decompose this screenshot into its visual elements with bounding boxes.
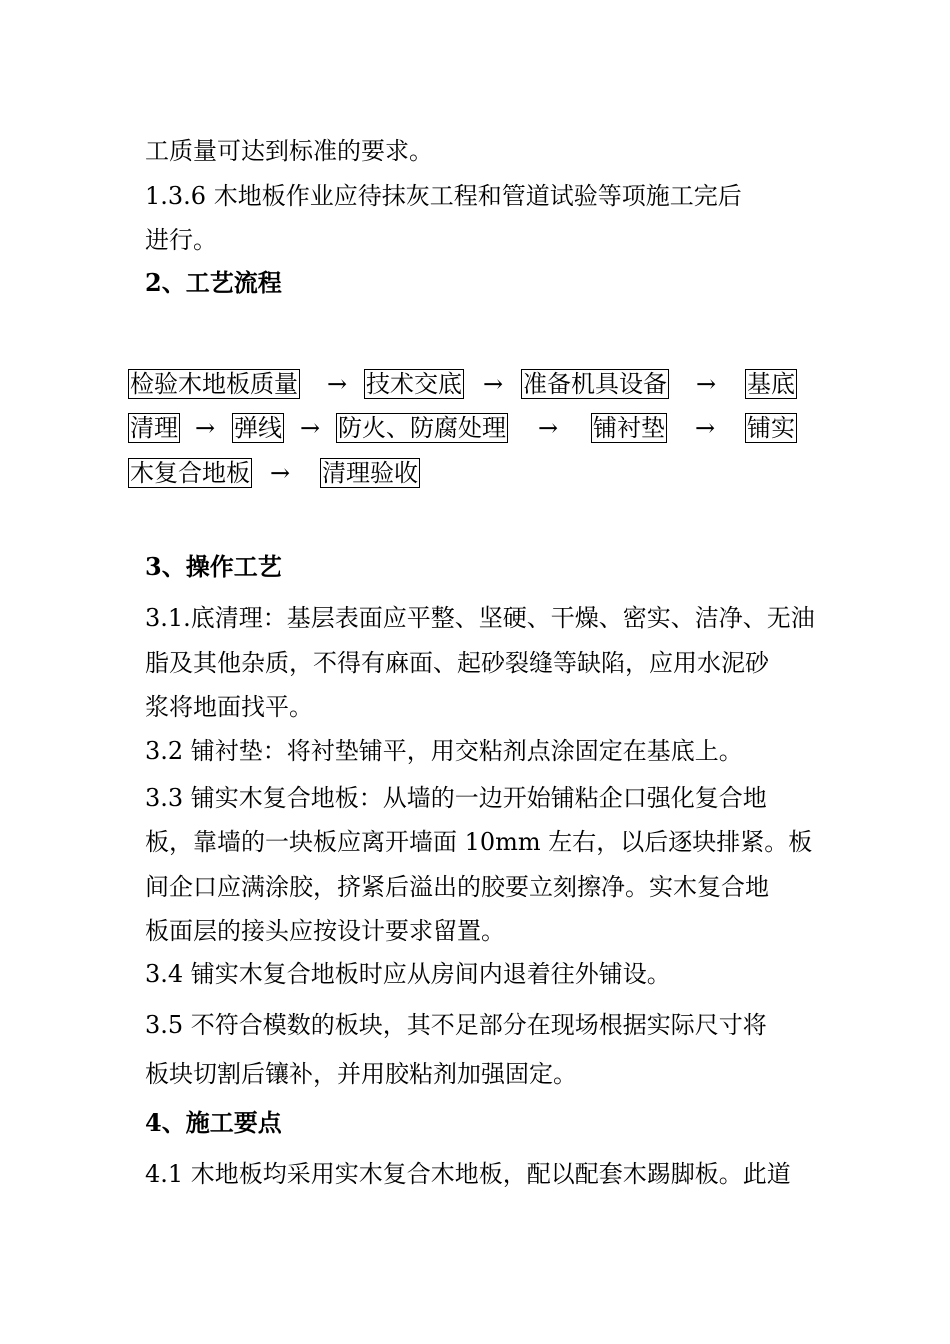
paragraph-line: 板，靠墙的一块板应离开墙面 10mm 左右，以后逐块排紧。板 [145,828,813,856]
paragraph-line: 间企口应满涂胶，挤紧后溢出的胶要立刻擦净。实木复合地 [145,873,769,901]
flow-arrow: → [195,414,216,442]
paragraph-line: 3.3 铺实木复合地板：从墙的一边开始铺粘企口强化复合地 [145,784,767,812]
process-flow-row-2 [128,413,800,445]
flow-step-fire-rot-proofing: 防火、防腐处理 [338,414,506,442]
section-heading-process-flow: 2、工艺流程 [145,268,282,297]
paragraph-line: 3.5 不符合模数的板块，其不足部分在现场根据实际尺寸将 [145,1011,767,1039]
flow-step-inspect-quality: 检验木地板质量 [130,370,298,398]
flow-arrow: → [270,459,291,487]
flow-arrow: → [538,414,559,442]
flow-step-lay-floor-cont: 木复合地板 [130,459,250,487]
flow-step-lay-underlay: 铺衬垫 [593,414,665,442]
paragraph-line: 进行。 [145,226,217,254]
paragraph-line: 3.1.底清理：基层表面应平整、坚硬、干燥、密实、洁净、无油 [145,604,815,632]
paragraph-line: 板面层的接头应按设计要求留置。 [145,917,505,945]
document-page [130,0,815,1344]
paragraph-line: 板块切割后镶补，并用胶粘剂加强固定。 [145,1060,577,1088]
paragraph-line: 3.2 铺衬垫：将衬垫铺平，用交粘剂点涂固定在基底上。 [145,737,743,765]
flow-step-clean-accept: 清理验收 [322,459,418,487]
flow-arrow: → [695,414,716,442]
paragraph-line: 脂及其他杂质，不得有麻面、起砂裂缝等缺陷，应用水泥砂 [145,649,769,677]
flow-step-technical-briefing: 技术交底 [366,370,462,398]
process-flow-row-1 [128,369,800,401]
paragraph-line: 4.1 木地板均采用实木复合木地板，配以配套木踢脚板。此道 [145,1160,791,1188]
flow-step-base-cleaning-cont: 清理 [130,414,178,442]
paragraph-line: 1.3.6 木地板作业应待抹灰工程和管道试验等项施工完后 [145,182,742,210]
flow-arrow: → [327,370,348,398]
paragraph-line: 工质量可达到标准的要求。 [145,137,433,165]
paragraph-line: 3.4 铺实木复合地板时应从房间内退着往外铺设。 [145,960,671,988]
flow-arrow: → [300,414,321,442]
flow-arrow: → [483,370,504,398]
flow-step-lay-floor: 铺实 [747,414,795,442]
flow-step-prepare-equipment: 准备机具设备 [523,370,667,398]
section-heading-construction-points: 4、施工要点 [145,1108,282,1137]
flow-step-snap-line: 弹线 [234,414,282,442]
flow-arrow: → [696,370,717,398]
process-flow-row-3 [128,458,800,490]
paragraph-line: 浆将地面找平。 [145,693,313,721]
section-heading-operation-process: 3、操作工艺 [145,552,282,581]
flow-step-base-cleaning: 基底 [747,370,795,398]
